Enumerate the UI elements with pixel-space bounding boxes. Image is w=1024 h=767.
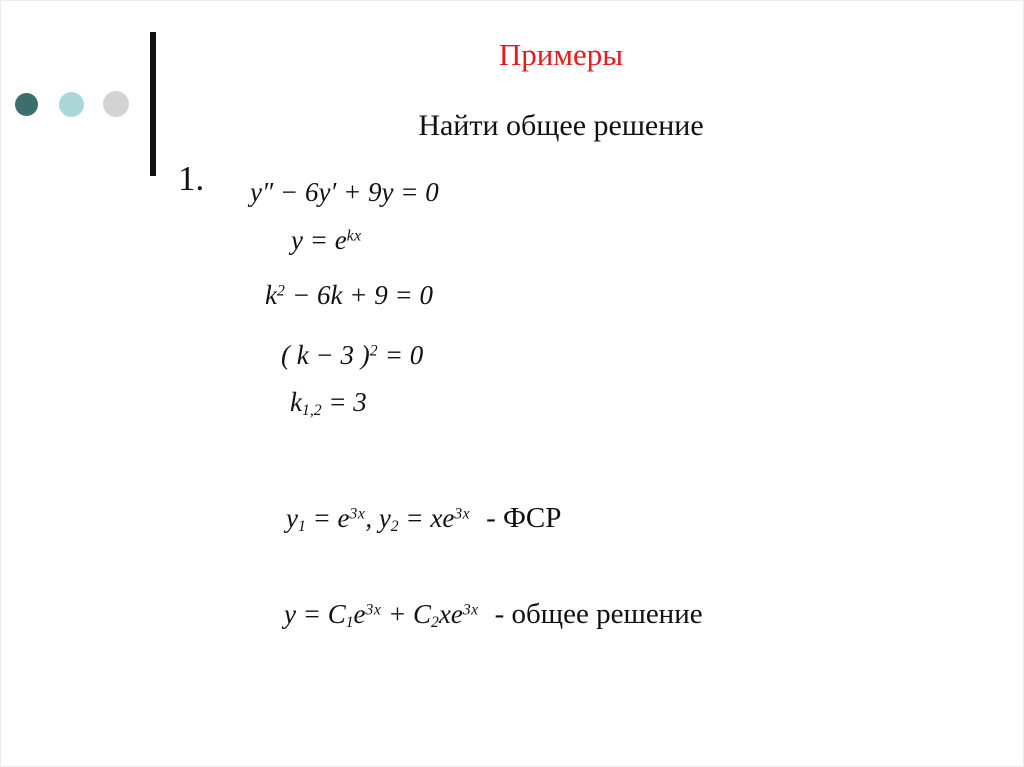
slide-subtitle: Найти общее решение [418, 109, 704, 142]
bullet-dot-light-teal [59, 92, 84, 117]
bullet-dot-dark-teal [15, 93, 38, 116]
equation-fsr: $y_1 = e^{3x}$, $y_2 = xe^{3x}$ - ФСР [286, 502, 562, 535]
list-item-number: 1. [178, 159, 205, 198]
equation-ode-text: y″ − 6y′ + 9y = 0 [250, 177, 439, 207]
equation-roots: $k_{1,2} = 3$ [290, 387, 367, 419]
equation-general-solution: $y = C_1e^{3x} + C_2xe^{3x}$ - общее решение [284, 598, 703, 631]
general-solution-label: - общее решение [494, 598, 703, 630]
equation-factored: ( k − 3 )$^2$ = 0 [281, 340, 424, 370]
equation-substitution: $y = e^{kx}$ [291, 225, 362, 255]
slide-title: Примеры [498, 37, 624, 72]
equation-ode [250, 177, 439, 208]
equation-characteristic: $k^2 - 6k + 9 = 0$ [265, 280, 433, 310]
fsr-label: - ФСР [486, 502, 562, 534]
